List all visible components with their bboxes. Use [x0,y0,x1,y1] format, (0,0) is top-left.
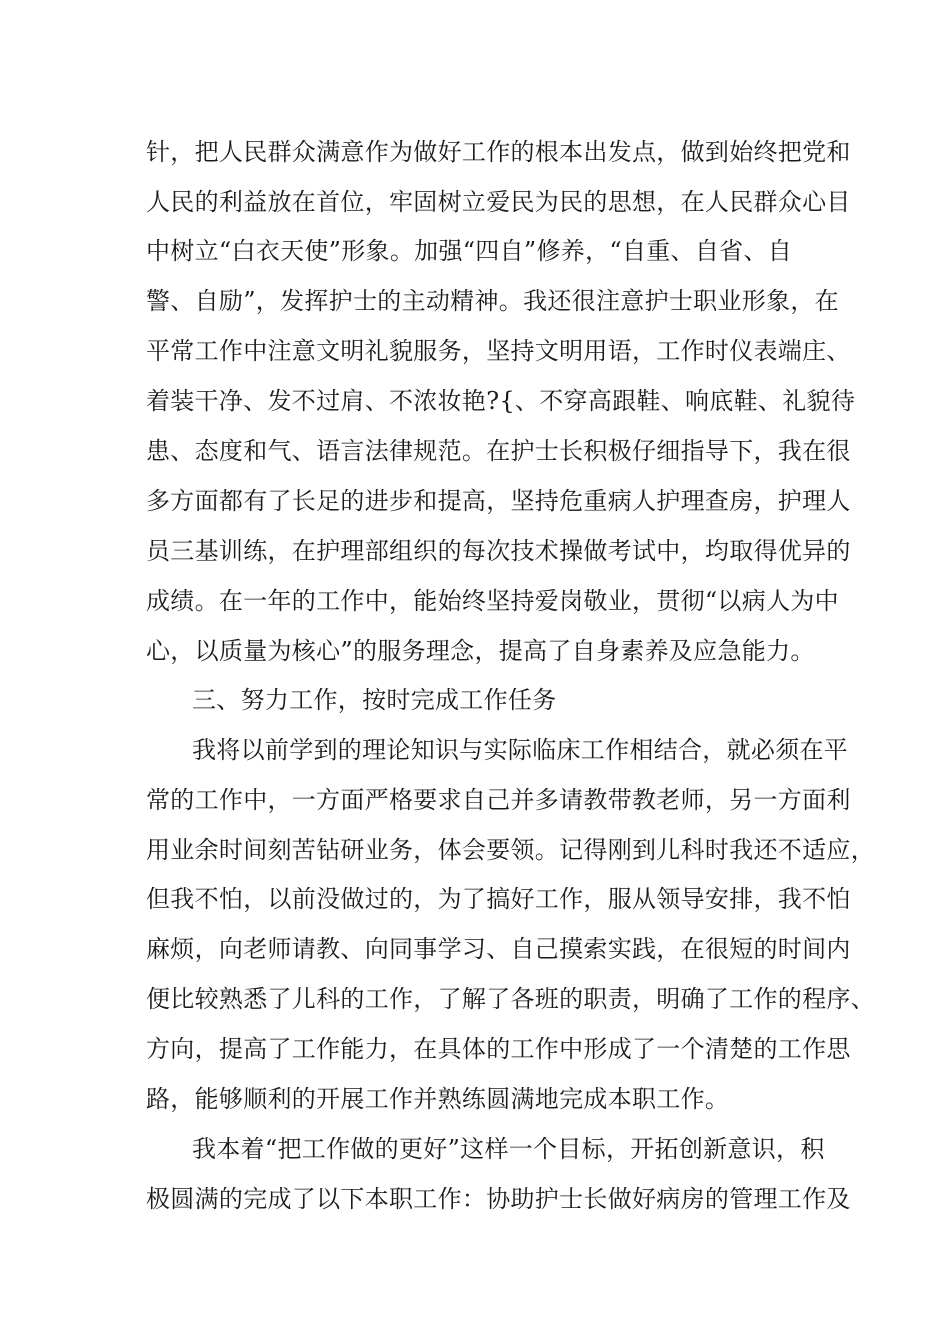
text-line: 心，以质量为核心”的服务理念，提高了自身素养及应急能力。 [146,637,815,665]
text-line: 成绩。在一年的工作中，能始终坚持爱岗敬业，贯彻“以病人为中 [146,587,839,615]
text-line: 用业余时间刻苦钻研业务，体会要领。记得刚到儿科时我还不适应， [146,836,875,864]
text-line: 着装干净、发不过肩、不浓妆艳?{、不穿高跟鞋、响底鞋、礼貌待 [146,387,856,415]
text-line: 中树立“白衣天使”形象。加强“四自”修养，“自重、自省、自 [146,237,793,265]
text-line: 患、态度和气、语言法律规范。在护士长积极仔细指导下，我在很 [146,437,851,465]
text-line: 常的工作中，一方面严格要求自己并多请教带教老师，另一方面利 [146,786,851,814]
text-line: 方向，提高了工作能力，在具体的工作中形成了一个清楚的工作思 [146,1035,851,1063]
text-line: 多方面都有了长足的进步和提高，坚持危重病人护理查房，护理人 [146,487,851,515]
text-line: 我本着“把工作做的更好”这样一个目标，开拓创新意识，积 [192,1135,825,1163]
text-line: 人民的利益放在首位，牢固树立爱民为民的思想，在人民群众心目 [146,188,851,216]
text-line: 便比较熟悉了儿科的工作，了解了各班的职责，明确了工作的程序、 [146,985,875,1013]
text-line: 我将以前学到的理论知识与实际临床工作相结合，就必须在平 [192,736,849,764]
text-line: 极圆满的完成了以下本职工作：协助护士长做好病房的管理工作及 [146,1185,851,1213]
text-line: 员三基训练，在护理部组织的每次技术操做考试中，均取得优异的 [146,537,851,565]
text-line: 警、自励”，发挥护士的主动精神。我还很注意护士职业形象，在 [146,287,839,315]
text-line: 针，把人民群众满意作为做好工作的根本出发点，做到始终把党和 [146,138,851,166]
text-line: 路，能够顺利的开展工作并熟练圆满地完成本职工作。 [146,1085,730,1113]
text-line: 麻烦，向老师请教、向同事学习、自己摸索实践，在很短的时间内 [146,935,851,963]
text-line: 平常工作中注意文明礼貌服务，坚持文明用语，工作时仪表端庄、 [146,337,851,365]
text-line: 但我不怕，以前没做过的，为了搞好工作，服从领导安排，我不怕 [146,885,851,913]
section-heading: 三、努力工作，按时完成工作任务 [192,686,557,714]
